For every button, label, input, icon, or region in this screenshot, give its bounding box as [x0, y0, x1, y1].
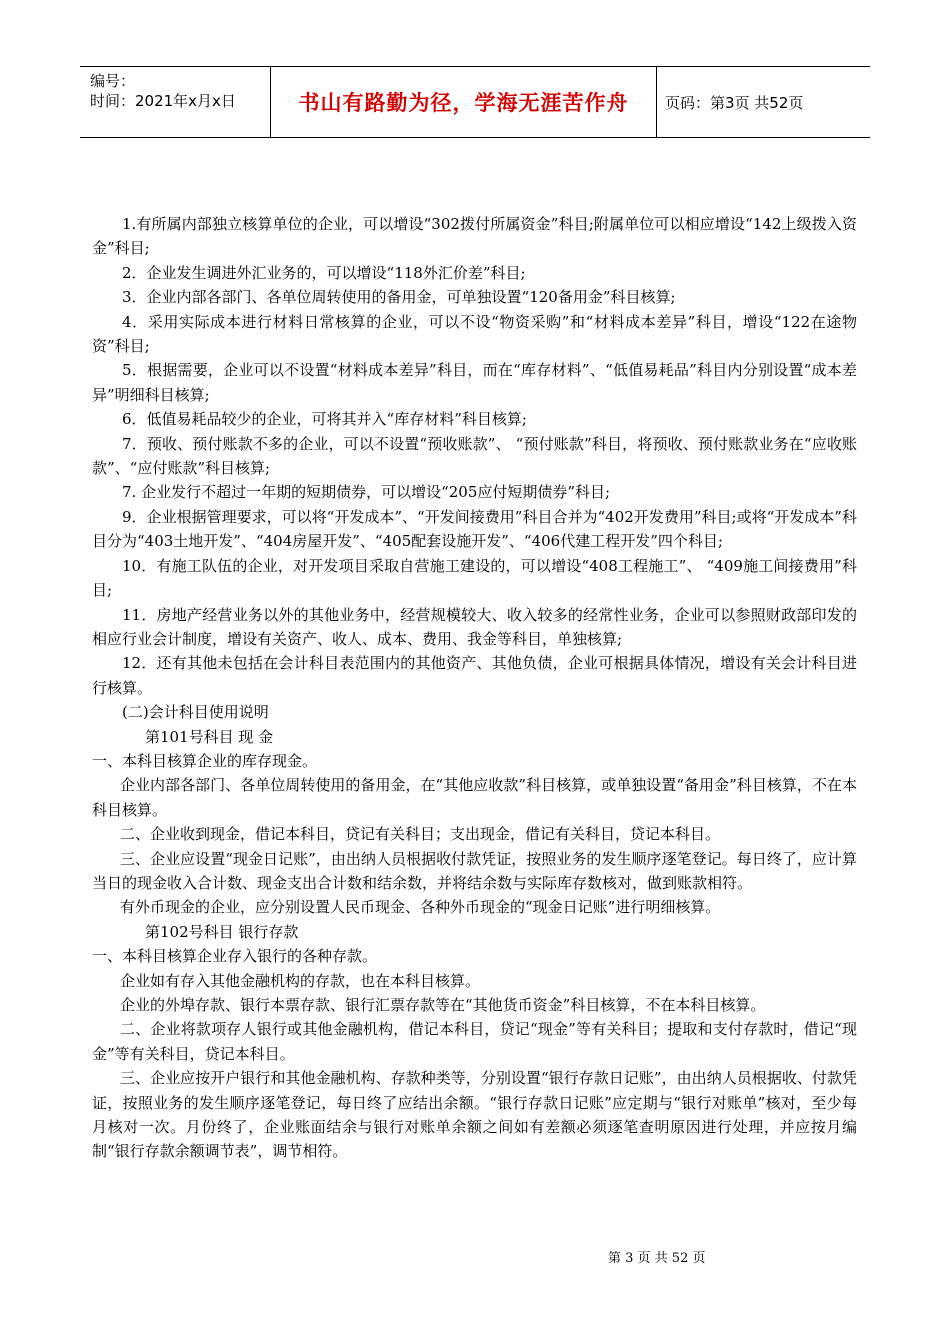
- body-paragraph: 第101号科目 现 金: [145, 727, 274, 746]
- header-meta: [90, 71, 236, 111]
- body-paragraph: (二)会计科目使用说明: [122, 703, 269, 722]
- header-slogan: 书山有路勤为径，学海无涯苦作舟: [298, 91, 629, 115]
- body-paragraph: 三、企业应按开户银行和其他金融机构、存款种类等，分别设置“银行存款日记账”，由出纳人员根据收、付款凭证，按照业务的发生顺序逐笔登记，每日终了应结出余额。“银行存款日记账”应定期与“银行对账单”核对，至少每月核对一次。月份终了，企业账面结余与银行对账单余额之间如有差额必须逐笔查明原因进行处理，并应按月编制“银行存款余额调节表”，调节相符。: [92, 1069, 857, 1161]
- body-paragraph: 二、企业将款项存人银行或其他金融机构，借记本科目，贷记“现金”等有关科目；提取和支付存款时，借记“现金”等有关科目，贷记本科目。: [92, 1020, 857, 1063]
- body-paragraph: 企业内部各部门、各单位周转使用的备用金，在“其他应收款”科目核算，或单独设置“备用金”科目核算，不在本科目核算。: [92, 776, 857, 819]
- body-paragraph: 有外币现金的企业，应分别设置人民币现金、各种外币现金的“现金日记账”进行明细核算。: [120, 898, 721, 917]
- body-paragraph: 12．还有其他未包括在会计科目表范围内的其他资产、其他负债，企业可根据具体情况，增设有关会计科目进行核算。: [92, 654, 857, 697]
- body-paragraph: 7．预收、预付账款不多的企业，可以不设置“预收账款”、 “预付账款”科目，将预收、预付账款业务在“应收账款”、“应付账款”科目核算;: [92, 434, 857, 478]
- document-body: [92, 212, 857, 1164]
- body-paragraph: 企业的外埠存款、银行本票存款、银行汇票存款等在“其他货币资金”科目核算，不在本科目核算。: [120, 996, 766, 1014]
- header-page-code: 页码：第3页 共52页: [665, 93, 804, 112]
- body-paragraph: 7. 企业发行不超过一年期的短期债券，可以增设“205应付短期债券”科目;: [122, 483, 611, 502]
- body-paragraph: 三、企业应设置“现金日记账”，由出纳人员根据收付款凭证，按照业务的发生顺序逐笔登记。每日终了，应计算当日的现金收入合计数、现金支出合计数和结余数，并将结余数与实际库存数核对，做到账款相符。: [92, 849, 857, 892]
- document-number-label: 编号：: [90, 72, 136, 90]
- body-paragraph: 6．低值易耗品较少的企业，可将其并入“库存材料”科目核算;: [122, 410, 527, 429]
- body-paragraph: 第102号科目 银行存款: [145, 922, 299, 941]
- document-time-label: 时间：2021年x月x日: [90, 92, 236, 110]
- body-paragraph: 4．采用实际成本进行材料日常核算的企业，可以不设“物资采购”和“材料成本差异”科目，增设“122在途物资”科目;: [92, 312, 857, 356]
- body-paragraph: 1.有所属内部独立核算单位的企业，可以增设“302拨付所属资金”科目;附属单位可以相应增设“142上级拨入资金”科目;: [92, 215, 857, 258]
- body-paragraph: 5．根据需要，企业可以不设置“材料成本差异”科目，而在“库存材料”、“低值易耗品”科目内分别设置“成本差异”明细科目核算;: [92, 361, 857, 404]
- body-paragraph: 9．企业根据管理要求，可以将“开发成本”、“开发间接费用”科目合并为“402开发费用”科目;或将“开发成本”科目分为“403土地开发”、“404房屋开发”、“405配套设施开发”、“406代建工程开发”四个科目;: [92, 507, 857, 551]
- body-paragraph: 11．房地产经营业务以外的其他业务中，经营规模较大、收入较多的经常性业务，企业可以参照财政部印发的相应行业会计制度，增设有关资产、收人、成本、费用、我金等科目，单独核算;: [92, 605, 857, 648]
- page-header: [80, 66, 870, 138]
- body-paragraph: 企业如有存入其他金融机构的存款，也在本科目核算。: [120, 971, 481, 990]
- body-paragraph: 2．企业发生调进外汇业务的，可以增设“118外汇价差”科目;: [122, 263, 526, 282]
- body-paragraph: 一、本科目核算企业的库存现金。: [92, 751, 318, 770]
- body-paragraph: 3．企业内部各部门、各单位周转使用的备用金，可单独设置“120备用金”科目核算;: [122, 288, 676, 307]
- page-footer: 第 3 页 共 52 页: [608, 1251, 706, 1266]
- body-paragraph: 一、本科目核算企业存入银行的各种存款。: [92, 947, 378, 966]
- body-paragraph: 二、企业收到现金，借记本科目，贷记有关科目；支出现金，借记有关科目，贷记本科目。: [120, 825, 721, 844]
- body-paragraph: 10．有施工队伍的企业，对开发项目采取自营施工建设的，可以增设“408工程施工”、 “409施工间接费用”科目;: [92, 556, 857, 600]
- header-slogan-cell: [270, 67, 657, 137]
